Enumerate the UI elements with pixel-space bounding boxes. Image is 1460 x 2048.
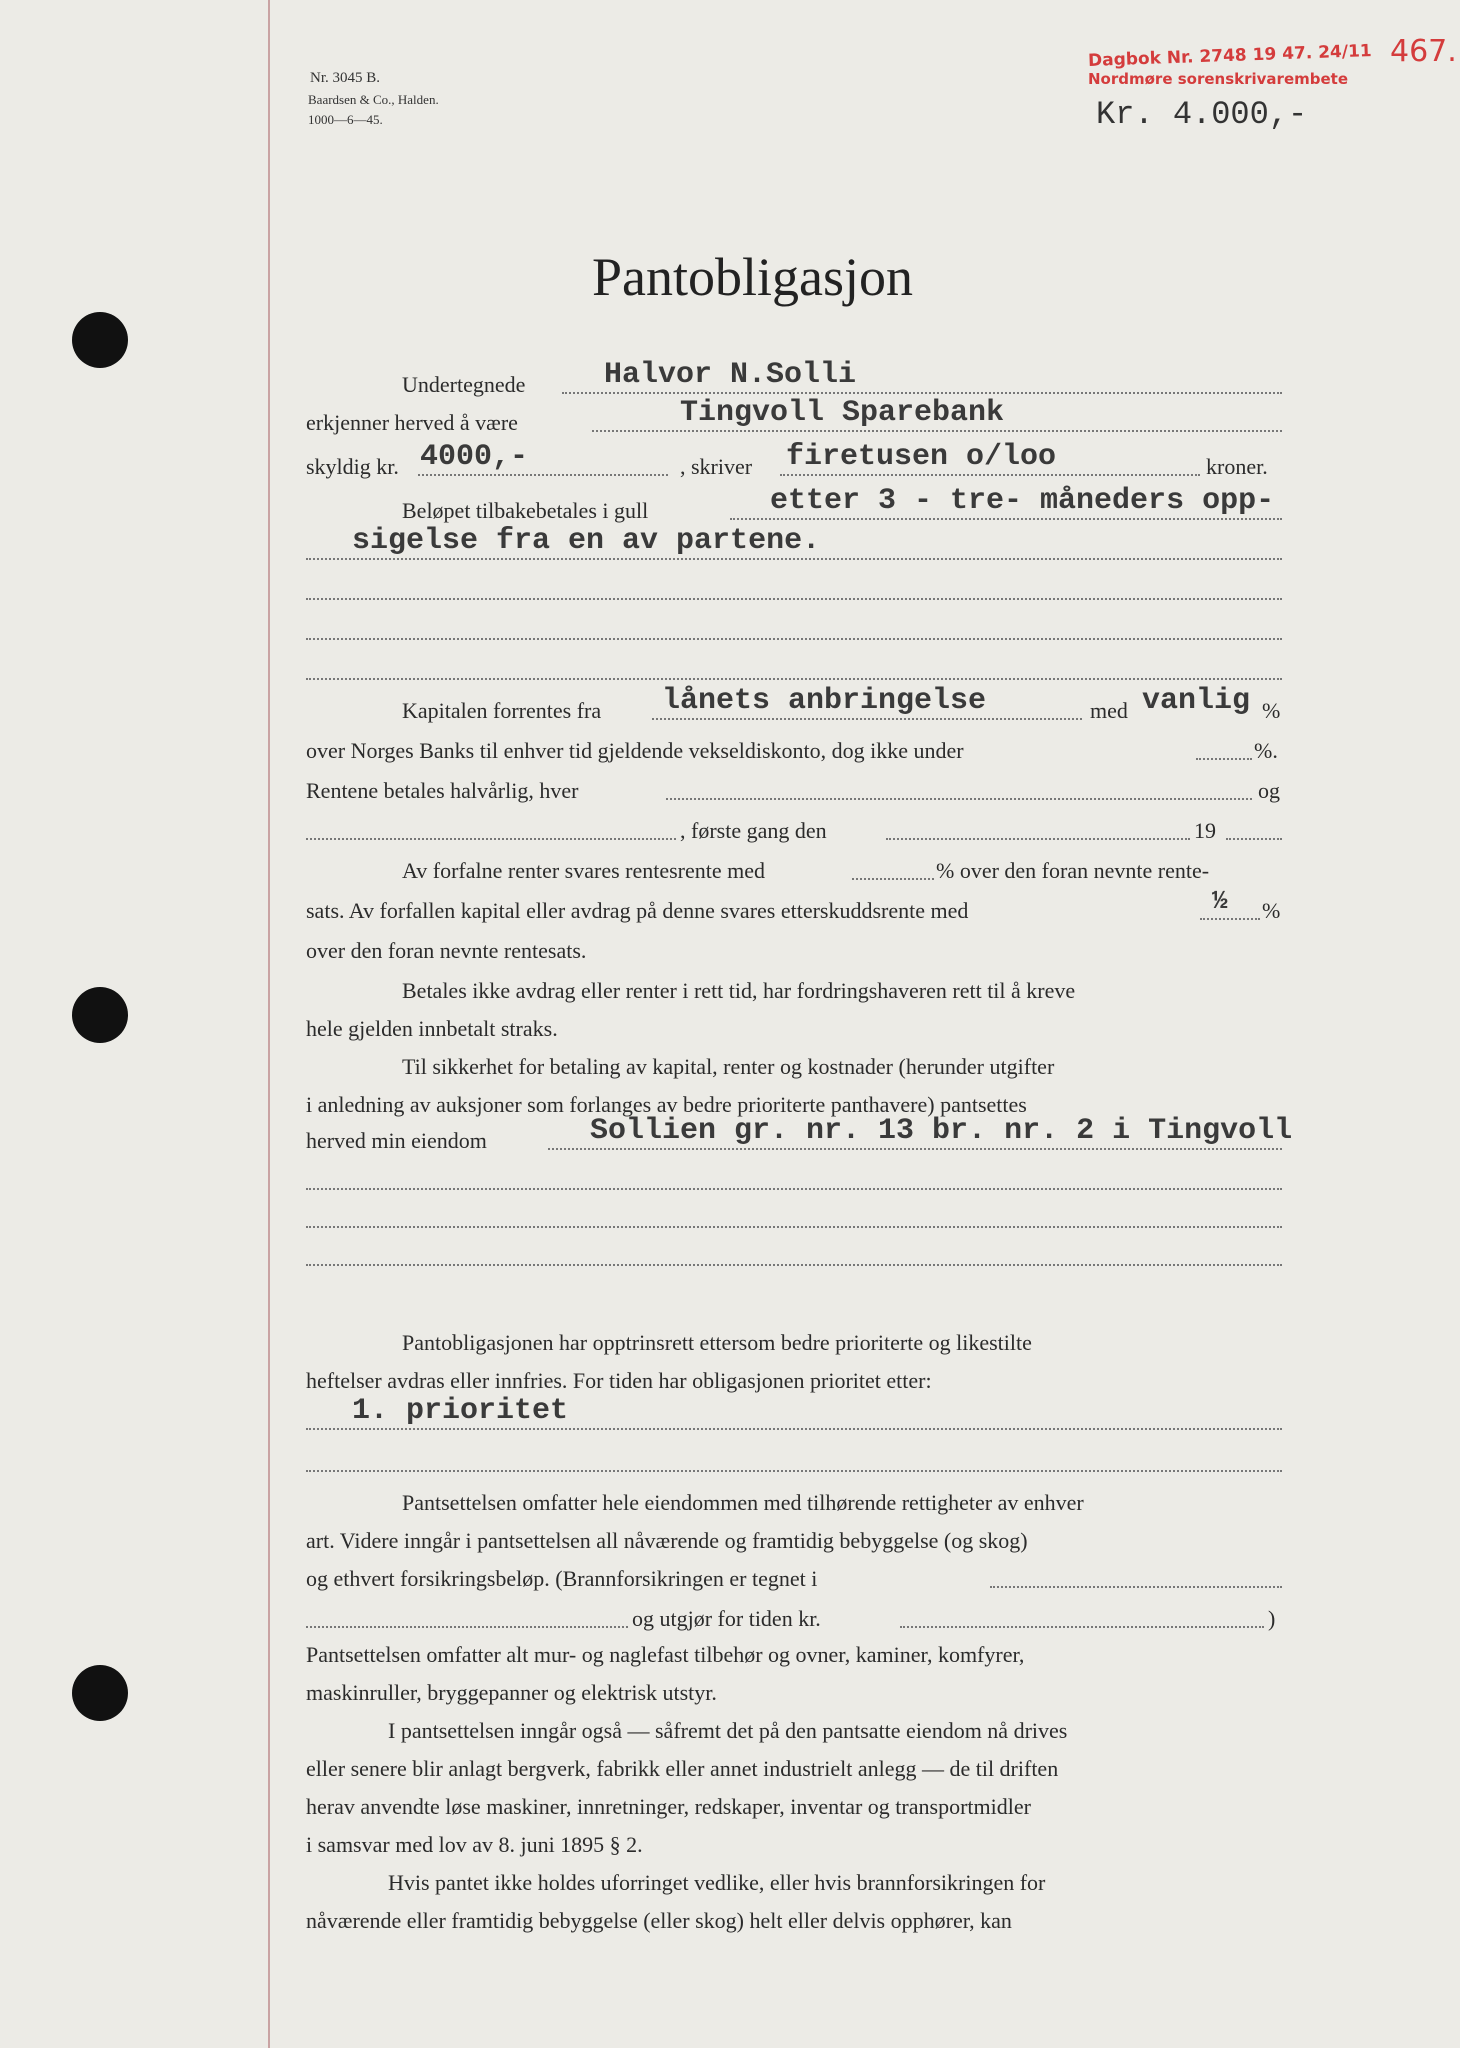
dotted-line xyxy=(592,430,1282,432)
dotted-line xyxy=(418,474,668,476)
label-av-forfalne: Av forfalne renter svares rentesrente med xyxy=(402,858,766,883)
dotted-line xyxy=(306,598,1282,600)
label-pantsettelsen-1: Pantsettelsen omfatter hele eiendommen med tilhørende rettigheter av enhver xyxy=(402,1490,1084,1515)
label-percent: % xyxy=(1262,698,1281,723)
punch-hole xyxy=(72,987,128,1043)
dotted-line xyxy=(306,1188,1282,1190)
label-betales-2: hele gjelden innbetalt straks. xyxy=(306,1016,558,1041)
label-pantsettelsen-4: og utgjør for tiden kr. xyxy=(632,1606,821,1631)
dotted-line xyxy=(730,518,1282,520)
dotted-line xyxy=(900,1626,1264,1628)
property: Sollien gr. nr. 13 br. nr. 2 i Tingvoll xyxy=(590,1114,1293,1148)
label-pantobligasjonen-1: Pantobligasjonen har opptrinsrett ettersom bedre prioriterte og likestilte xyxy=(402,1330,1032,1355)
dotted-line xyxy=(306,1428,1282,1430)
label-skriver: , skriver xyxy=(680,454,753,479)
label-pantsettelsen-3: og ethvert forsikringsbeløp. (Brannforsikringen er tegnet i xyxy=(306,1566,818,1591)
form-number: Nr. 3045 B. xyxy=(310,70,381,86)
label-i-pantsettelsen-2: eller senere blir anlagt bergverk, fabrikk eller annet industrielt anlegg — de til driften xyxy=(306,1756,1059,1781)
label-pantsettelsen-2: art. Videre inngår i pantsettelsen all nåværende og framtidig bebyggelse (og skog) xyxy=(306,1528,1028,1553)
bleed-through-text: ​ xyxy=(1058,1040,1062,1060)
label-percent: %. xyxy=(1254,738,1278,763)
dotted-line xyxy=(306,838,676,840)
repayment-terms-line1: etter 3 - tre- måneders opp- xyxy=(770,484,1275,518)
label-til-1: Til sikkerhet for betaling av kapital, renter og kostnader (herunder utgifter xyxy=(402,1054,1055,1079)
dotted-line xyxy=(306,638,1282,640)
debtor-name: Halvor N.Solli xyxy=(604,358,857,392)
label-pantsettelsen-6: maskinruller, bryggepanner og elektrisk utstyr. xyxy=(306,1680,717,1705)
label-i-pantsettelsen-4: i samsvar med lov av 8. juni 1895 § 2. xyxy=(306,1832,643,1857)
creditor-name: Tingvoll Sparebank xyxy=(680,396,1005,430)
repayment-terms-line2: sigelse fra en av partene. xyxy=(352,524,821,558)
label-rentene: Rentene betales halvårlig, hver xyxy=(306,778,579,803)
interest-from: lånets anbringelse xyxy=(662,684,987,718)
label-19: 19 xyxy=(1194,818,1216,843)
label-pantobligasjonen-2: heftelser avdras eller innfries. For tiden har obligasjonen prioritet etter: xyxy=(306,1368,932,1393)
late-interest-rate: ½ xyxy=(1212,886,1228,916)
dotted-line xyxy=(548,1148,1282,1150)
amount-number: 4000,- xyxy=(420,440,529,474)
label-skyldig: skyldig kr. xyxy=(306,454,399,479)
label-til-2: i anledning av auksjoner som forlanges av bedre prioriterte panthavere) pantsettes xyxy=(306,1092,1027,1117)
label-erkjenner: erkjenner herved å være xyxy=(306,410,518,435)
dotted-line xyxy=(1226,838,1282,840)
label-sats: sats. Av forfallen kapital eller avdrag på denne svares etterskuddsrente med xyxy=(306,898,969,923)
label-og: og xyxy=(1258,778,1280,803)
label-av-forfalne-2: % over den foran nevnte rente- xyxy=(936,858,1210,883)
label-i-pantsettelsen-1: I pantsettelsen inngår også — såfremt det på den pantsatte eiendom nå drives xyxy=(388,1718,1068,1743)
journal-stamp: Dagbok Nr. 2748 19 47. 24/11 xyxy=(1087,41,1373,71)
label-med: med xyxy=(1090,698,1128,723)
dotted-line xyxy=(306,1226,1282,1228)
dotted-line xyxy=(666,798,1252,800)
label-undertegnede: Undertegnede xyxy=(402,372,526,397)
dotted-line xyxy=(306,558,1282,560)
label-hvis-1: Hvis pantet ikke holdes uforringet vedlike, eller hvis brannforsikringen for xyxy=(388,1870,1046,1895)
dotted-line xyxy=(1196,758,1252,760)
dotted-line xyxy=(1200,918,1260,920)
dotted-line xyxy=(886,838,1190,840)
label-pantsettelsen-5: Pantsettelsen omfatter alt mur- og naglefast tilbehør og ovner, kaminer, komfyrer, xyxy=(306,1642,1025,1667)
priority: 1. prioritet xyxy=(352,1394,569,1428)
interest-rate: vanlig xyxy=(1142,684,1251,718)
label-i-pantsettelsen-3: herav anvendte løse maskiner, innretninger, redskaper, inventar og transportmidler xyxy=(306,1794,1031,1819)
dotted-line xyxy=(852,878,934,880)
dotted-line xyxy=(306,1626,628,1628)
label-betales-1: Betales ikke avdrag eller renter i rett tid, har fordringshaveren rett til å kreve xyxy=(402,978,1076,1003)
dotted-line xyxy=(562,392,1282,394)
dotted-line xyxy=(780,474,1200,476)
dotted-line xyxy=(990,1586,1282,1588)
dotted-line xyxy=(652,718,1082,720)
bleed-through-signature: ​ xyxy=(767,1178,773,1229)
margin-line xyxy=(268,0,270,2048)
court-stamp: Nordmøre sorenskrivarembete xyxy=(1088,70,1349,88)
printer-name: Baardsen & Co., Halden. xyxy=(308,92,439,107)
label-pantsettelsen-4b: ) xyxy=(1268,1606,1276,1631)
dotted-line xyxy=(306,1470,1282,1472)
dotted-line xyxy=(306,1264,1282,1266)
page-number: 467. xyxy=(1390,34,1457,69)
label-herved: herved min eiendom xyxy=(306,1128,487,1153)
label-belopet: Beløpet tilbakebetales i gull xyxy=(402,498,649,523)
punch-hole xyxy=(72,312,128,368)
dotted-line xyxy=(306,678,1282,680)
punch-hole xyxy=(72,1665,128,1721)
label-percent: % xyxy=(1262,898,1281,923)
label-kroner: kroner. xyxy=(1206,454,1268,479)
label-forste-gang: , første gang den xyxy=(680,818,827,843)
document-title: Pantobligasjon xyxy=(592,247,913,307)
print-date: 1000—6—45. xyxy=(308,112,383,127)
header-amount: Kr. 4.000,- xyxy=(1096,96,1308,133)
label-hvis-2: nåværende eller framtidig bebyggelse (eller skog) helt eller delvis opphører, kan xyxy=(306,1908,1012,1933)
label-kapitalen: Kapitalen forrentes fra xyxy=(402,698,602,723)
amount-words: firetusen o/loo xyxy=(786,440,1057,474)
label-over-norges-bank: over Norges Banks til enhver tid gjeldende vekseldiskonto, dog ikke under xyxy=(306,738,964,763)
label-over-den: over den foran nevnte rentesats. xyxy=(306,938,587,963)
